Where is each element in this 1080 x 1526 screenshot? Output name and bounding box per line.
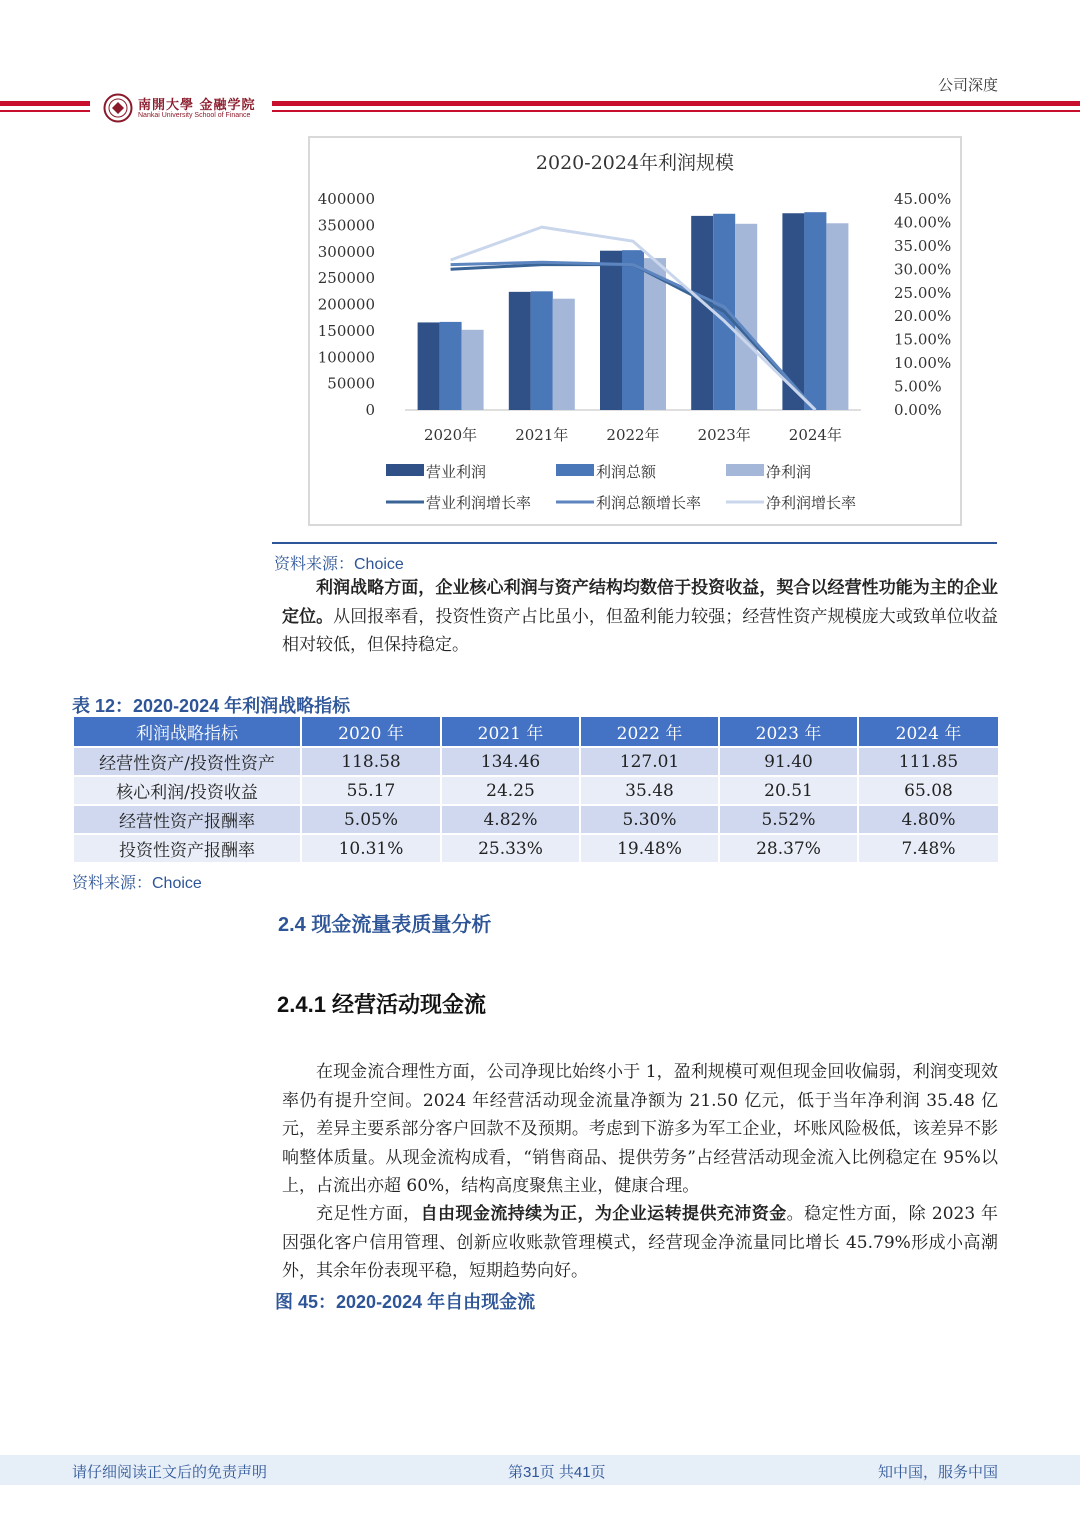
header-rule-left-thin	[0, 110, 90, 112]
bar-利润总额	[531, 291, 553, 410]
paragraph-cash-flow-adequacy-bold: 自由现金流持续为正，为企业运转提供充沛资金	[420, 1204, 787, 1224]
legend-swatch-利润总额	[556, 464, 594, 476]
table-cell: 35.48	[580, 776, 719, 805]
table-cell: 投资性资产报酬率	[73, 834, 301, 863]
table-cell: 111.85	[858, 747, 999, 776]
table-header-row	[73, 716, 999, 747]
table-cell: 7.48%	[858, 834, 999, 863]
legend-swatch-营业利润	[386, 464, 424, 476]
profit-strategy-table	[72, 715, 1000, 864]
footer-slogan: 知中国，服务中国	[877, 1464, 998, 1481]
table-cell: 4.80%	[858, 805, 999, 834]
table-source: 资料来源：Choice	[72, 875, 202, 892]
paragraph-profit-strategy	[282, 574, 998, 660]
y-right-tick-label: 45.00%	[894, 190, 952, 208]
table-row	[73, 747, 999, 776]
paragraph-cash-flow-reasonableness: 在现金流合理性方面，公司净现比始终小于 1，盈利规模可观但现金回收偏弱，利润变现效率仍有提升空间。2024 年经营活动现金流量净额为 21.50 亿元，低于当年净利润 35.48 亿元，差异主要系部分客户回款不及预期。考虑到下游多为军工企业，坏账风险极低，该差异不影响整体质量。从现金流构成看，“销售商品、提供劳务”占经营活动现金流入比例稳定在 95%以上，占流出亦超 60%，结构高度聚焦主业，健康合理。	[282, 1062, 998, 1196]
bar-利润总额	[622, 250, 644, 410]
header-rule-right	[272, 101, 1080, 106]
table-cell: 经营性资产报酬率	[73, 805, 301, 834]
bar-利润总额	[804, 212, 826, 410]
paragraph-profit-strategy-rest: 从回报率看，投资性资产占比虽小，但盈利能力较强；经营性资产规模庞大或致单位收益相对较低，但保持稳定。	[282, 606, 999, 655]
bar-净利润	[826, 223, 848, 410]
figure-45-title: 图 45：2020-2024 年自由现金流	[275, 1292, 536, 1312]
table-cell: 65.08	[858, 776, 999, 805]
table-cell: 5.30%	[580, 805, 719, 834]
x-tick-label: 2024年	[788, 426, 842, 444]
paragraph-cash-flow-adequacy	[282, 1200, 998, 1286]
table-cell: 20.51	[719, 776, 858, 805]
legend-label: 营业利润增长率	[426, 494, 532, 512]
chart-divider	[272, 542, 997, 544]
table-cell: 5.05%	[301, 805, 441, 834]
section-heading-2-4-1: 2.4.1 经营活动现金流	[277, 992, 487, 1017]
header-section-label: 公司深度	[937, 77, 998, 94]
y-right-tick-label: 10.00%	[894, 354, 952, 373]
legend-label: 利润总额增长率	[596, 494, 702, 512]
table-header-cell: 2022 年	[580, 716, 719, 747]
table-cell: 24.25	[441, 776, 580, 805]
table-header-cell: 2020 年	[301, 716, 441, 747]
legend-label: 利润总额	[596, 463, 657, 481]
x-tick-label: 2020年	[424, 426, 478, 444]
table-cell: 19.48%	[580, 834, 719, 863]
table-header-cell: 利润战略指标	[73, 716, 301, 747]
y-left-tick-label: 100000	[317, 348, 375, 367]
university-logo-subtext: Nankai University School of Finance	[138, 112, 251, 119]
y-right-tick-label: 25.00%	[894, 283, 952, 302]
bar-净利润	[735, 224, 757, 410]
university-seal-icon	[103, 93, 133, 123]
y-right-tick-label: 35.00%	[894, 236, 952, 255]
table-cell: 5.52%	[719, 805, 858, 834]
y-right-tick-label: 0.00%	[894, 401, 942, 419]
bar-利润总额	[440, 322, 462, 410]
table-row	[73, 776, 999, 805]
y-right-tick-label: 5.00%	[894, 377, 942, 396]
y-left-tick-label: 350000	[317, 216, 375, 235]
paragraph-cash-flow-adequacy-rest: 。稳定性方面，除 2023 年因强化客户信用管理、创新应收账款管理模式，经营现金净流量同比增长 45.79%形成小高潮外，其余年份表现平稳，短期趋势向好。	[282, 1204, 999, 1281]
footer-page-number: 第31页 共41页	[508, 1464, 606, 1481]
legend-label: 净利润	[766, 463, 812, 481]
profit-scale-chart	[308, 136, 962, 526]
bar-净利润	[462, 330, 484, 410]
table-cell: 118.58	[301, 747, 441, 776]
y-left-tick-label: 250000	[317, 269, 375, 288]
bar-营业利润	[418, 322, 440, 410]
y-right-tick-label: 40.00%	[894, 213, 952, 232]
chart-title: 2020-2024年利润规模	[535, 152, 735, 174]
table-header-cell: 2021 年	[441, 716, 580, 747]
y-left-tick-label: 0	[365, 401, 375, 419]
table-cell: 28.37%	[719, 834, 858, 863]
x-tick-label: 2021年	[515, 426, 569, 444]
y-left-tick-label: 150000	[317, 321, 375, 340]
y-right-tick-label: 20.00%	[894, 307, 952, 326]
table-cell: 经营性资产/投资性资产	[73, 747, 301, 776]
legend-label: 营业利润	[426, 463, 487, 481]
table-header-cell: 2024 年	[858, 716, 999, 747]
table-row	[73, 834, 999, 863]
chart-source: 资料来源：Choice	[274, 556, 404, 573]
legend-label: 净利润增长率	[766, 494, 857, 512]
y-left-tick-label: 300000	[317, 242, 375, 261]
table-cell: 核心利润/投资收益	[73, 776, 301, 805]
bar-净利润	[553, 299, 575, 410]
header-rule-right-thin	[272, 110, 1080, 112]
y-left-tick-label: 50000	[327, 374, 375, 393]
section-heading-2-4: 2.4 现金流量表质量分析	[278, 914, 492, 936]
table-row	[73, 805, 999, 834]
paragraph-profit-strategy-bold: 利润战略方面，企业核心利润与资产结构均数倍于投资收益，契合以经营性功能为主的企业定位。	[282, 578, 998, 627]
footer-disclaimer: 请仔细阅读正文后的免责声明	[72, 1464, 268, 1481]
table-cell: 4.82%	[441, 805, 580, 834]
table-cell: 10.31%	[301, 834, 441, 863]
table-cell: 134.46	[441, 747, 580, 776]
table-header-cell: 2023 年	[719, 716, 858, 747]
legend-swatch-净利润	[726, 464, 764, 476]
y-left-tick-label: 200000	[317, 295, 375, 314]
table-cell: 25.33%	[441, 834, 580, 863]
x-tick-label: 2022年	[606, 426, 660, 444]
bar-营业利润	[691, 216, 713, 410]
bar-营业利润	[600, 251, 622, 410]
y-left-tick-label: 400000	[317, 190, 375, 208]
table-cell: 127.01	[580, 747, 719, 776]
y-right-tick-label: 15.00%	[894, 330, 952, 349]
bar-营业利润	[509, 292, 531, 410]
table-cell: 55.17	[301, 776, 441, 805]
header-rule-left	[0, 101, 90, 106]
y-right-tick-label: 30.00%	[894, 260, 952, 279]
x-tick-label: 2023年	[697, 426, 751, 444]
university-logo-text: 南開大學 金融学院	[138, 98, 256, 113]
table-12-title: 表 12：2020-2024 年利润战略指标	[72, 696, 351, 716]
table-cell: 91.40	[719, 747, 858, 776]
paragraph-cash-flow-adequacy-lead: 充足性方面，	[316, 1204, 421, 1224]
